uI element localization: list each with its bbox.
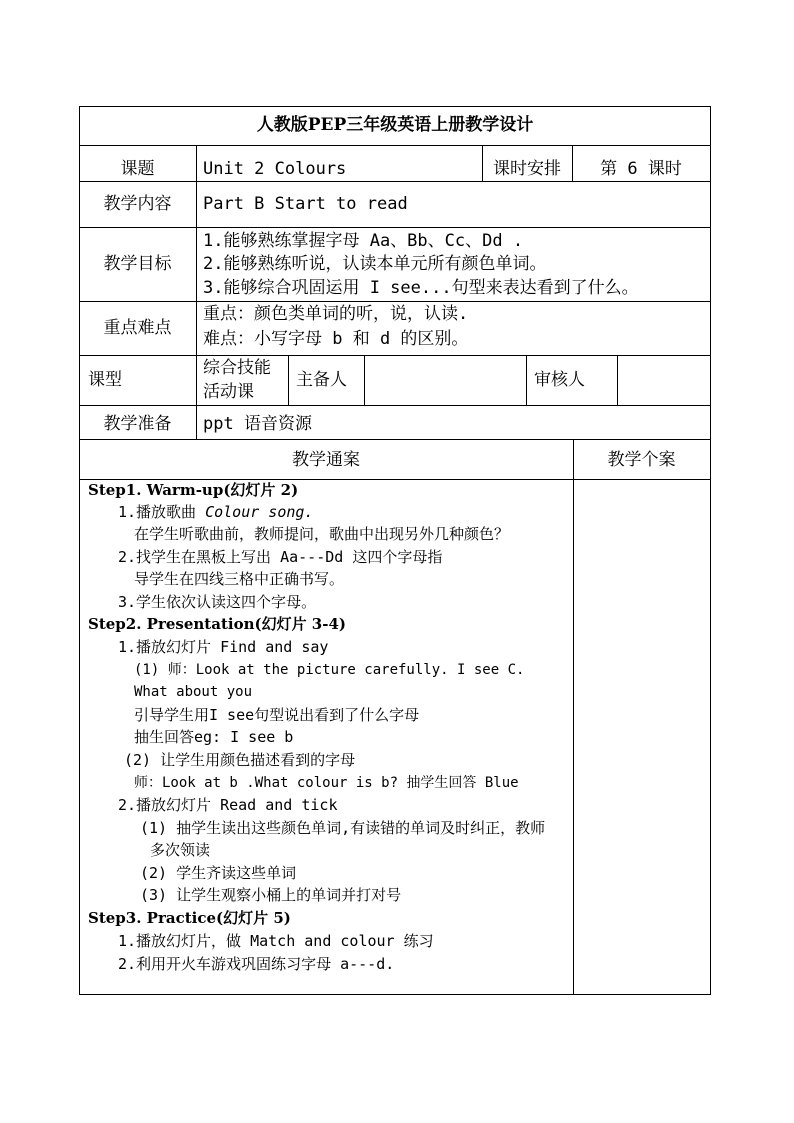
col-divider: [617, 355, 618, 405]
row-divider: [79, 301, 711, 302]
plan-line: 1.播放幻灯片，做 Match and colour 练习: [118, 932, 434, 950]
plan-line: 3.学生依次认读这四个字母。: [118, 593, 317, 611]
plan-line: [118, 501, 313, 523]
row-divider: [79, 227, 711, 228]
step-heading: Step2. Presentation(幻灯片 3-4): [88, 615, 346, 633]
row-divider: [79, 145, 711, 146]
song-title: Colour song.: [205, 503, 314, 521]
individual-plan-header: 教学个案: [607, 450, 676, 470]
objective-item: 2.能够熟练听说，认读本单元所有颜色单词。: [203, 254, 547, 274]
content-value: Part B Start to read: [203, 194, 408, 214]
border-top: [79, 106, 711, 107]
plan-line: 引导学生用I see句型说出看到了什么字母: [134, 706, 420, 724]
type-value: 综合技能: [203, 358, 271, 378]
schedule-label: 课时安排: [493, 159, 561, 179]
keypoint-item: 重点：颜色类单词的听，说，认读.: [203, 304, 469, 324]
plan-line: (2) 学生齐读这些单词: [140, 864, 297, 882]
step-heading: Step3. Practice(幻灯片 5): [88, 909, 291, 927]
plan-line: 2.播放幻灯片 Read and tick: [118, 796, 338, 814]
plan-line: 师：Look at b .What colour is b? 抽学生回答 Blue: [134, 775, 519, 791]
keypoint-item: 难点：小写字母 b 和 d 的区别。: [203, 329, 469, 349]
page-title: 人教版PEP三年级英语上册教学设计: [256, 115, 534, 135]
border-bottom: [79, 994, 711, 995]
type-value: 活动课: [203, 382, 254, 402]
keypoints-label: 重点难点: [103, 318, 172, 338]
plan-line-prefix: 1.播放歌曲: [118, 503, 206, 521]
plan-line: 抽生回答eg: I see b: [134, 728, 294, 746]
general-plan-header: 教学通案: [292, 450, 360, 470]
plan-line: 在学生听歌曲前，教师提问，歌曲中出现另外几种颜色？: [134, 525, 510, 543]
plan-line: (1) 抽学生读出这些颜色单词,有读错的单词及时纠正，教师: [140, 819, 546, 837]
plan-line: (3) 让学生观察小桶上的单词并打对号: [140, 886, 402, 904]
border-right: [710, 106, 711, 995]
plan-line: What about you: [134, 684, 253, 700]
objective-item: 3.能够综合巩固运用 I see...句型来表达看到了什么。: [203, 278, 639, 298]
plan-line: 多次领读: [150, 841, 211, 859]
border-left: [79, 106, 80, 995]
topic-value: Unit 2 Colours: [203, 159, 347, 179]
row-divider: [79, 439, 711, 440]
row-divider: [79, 405, 711, 406]
col-divider: [288, 355, 289, 405]
col-divider: [526, 355, 527, 405]
preparer-label: 主备人: [296, 370, 347, 390]
plan-line: (2) 让学生用颜色描述看到的字母: [124, 751, 356, 769]
row-divider: [79, 181, 711, 182]
plan-line: (1) 师：Look at the picture carefully. I see C.: [134, 662, 525, 678]
prep-label: 教学准备: [103, 414, 172, 434]
content-label: 教学内容: [103, 194, 172, 214]
prep-value: ppt 语音资源: [203, 414, 312, 434]
plan-line: 2.找学生在黑板上写出 Aa---Dd 这四个字母指: [118, 548, 443, 566]
col-divider: [196, 145, 197, 439]
objectives-label: 教学目标: [103, 254, 172, 274]
plan-line: 2.利用开火车游戏巩固练习字母 a---d.: [118, 955, 395, 973]
step-heading: Step1. Warm-up(幻灯片 2): [88, 481, 299, 499]
topic-label: 课题: [120, 159, 155, 179]
type-label: 课型: [88, 370, 122, 390]
col-divider: [573, 439, 574, 995]
col-divider: [364, 355, 365, 405]
plan-line: 1.播放幻灯片 Find and say: [118, 638, 329, 656]
objective-item: 1.能够熟练掌握字母 Aa、Bb、Cc、Dd .: [203, 231, 524, 251]
plan-line: 导学生在四线三格中正确书写。: [134, 570, 345, 588]
reviewer-label: 审核人: [534, 370, 585, 390]
schedule-value: 第 6 课时: [600, 159, 682, 179]
